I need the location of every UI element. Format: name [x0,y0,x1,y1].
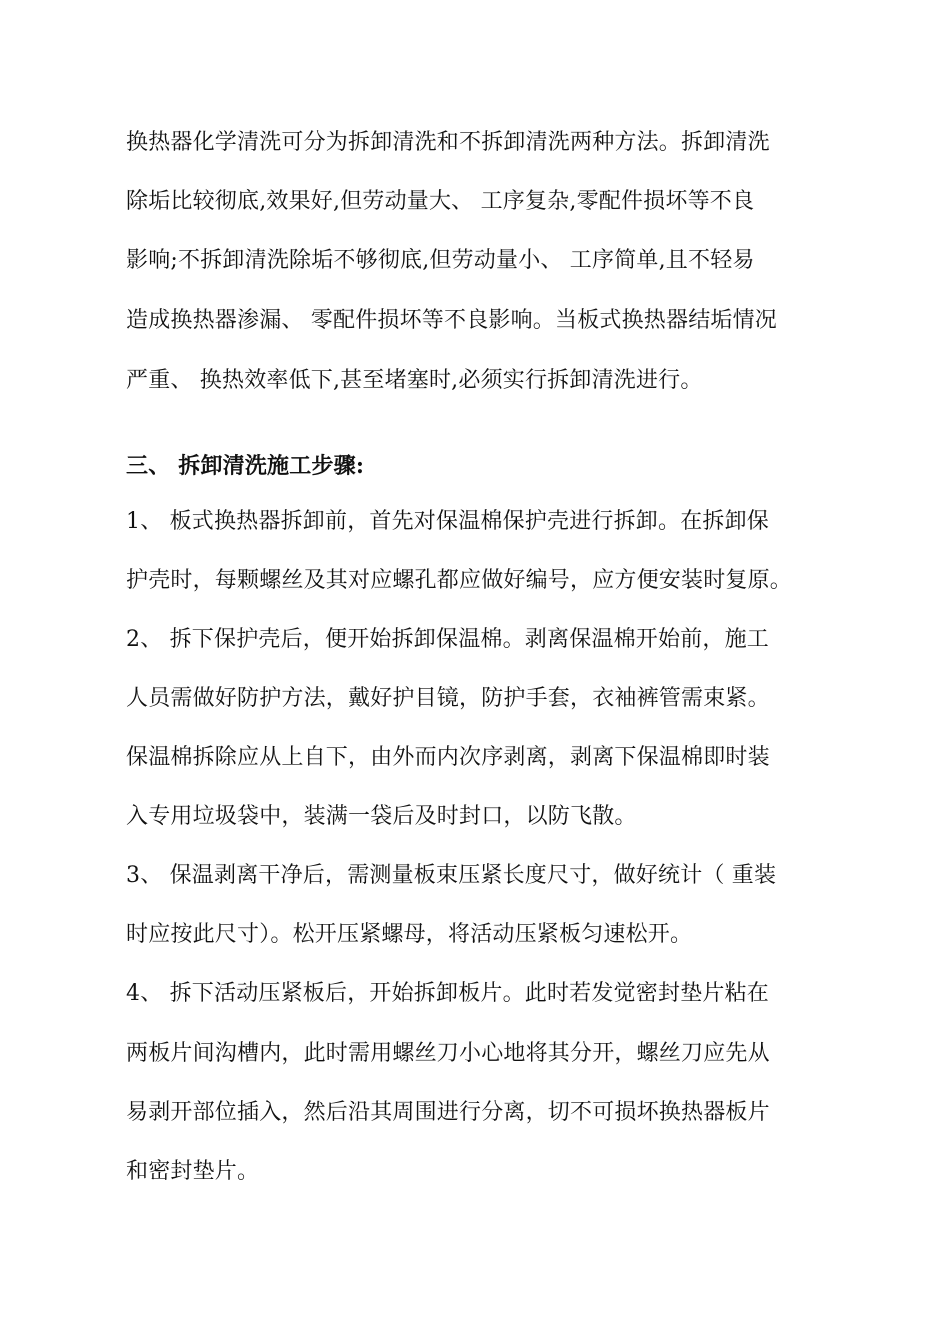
section-heading: 三、 拆卸清洗施工步骤: [126,453,365,479]
step-2-line-1: 2、 拆下保护壳后，便开始拆卸保温棉。剥离保温棉开始前，施工 [126,627,769,652]
step-2-line-4: 入专用垃圾袋中，装满一袋后及时封口，以防飞散。 [126,804,637,829]
intro-line-5: 严重、 换热效率低下,甚至堵塞时,必须实行拆卸清洗进行。 [126,368,703,393]
step-1-line-2: 护壳时，每颗螺丝及其对应螺孔都应做好编号，应方便安装时复原。 [126,568,793,593]
intro-line-4: 造成换热器渗漏、 零配件损坏等不良影响。当板式换热器结垢情况 [126,308,777,333]
intro-line-3: 影响;不拆卸清洗除垢不够彻底,但劳动量小、 工序简单,且不轻易 [126,248,755,273]
step-3-line-2: 时应按此尺寸）。松开压紧螺母，将活动压紧板匀速松开。 [126,922,693,947]
step-4-line-3: 易剥开部位插入，然后沿其周围进行分离，切不可损坏换热器板片 [126,1100,770,1125]
step-2-line-2: 人员需做好防护方法，戴好护目镜，防护手套，衣袖裤管需束紧。 [126,686,770,711]
step-1-line-1: 1、 板式换热器拆卸前，首先对保温棉保护壳进行拆卸。在拆卸保 [126,509,769,534]
intro-line-1: 换热器化学清洗可分为拆卸清洗和不拆卸清洗两种方法。拆卸清洗 [126,130,770,155]
step-4-line-4: 和密封垫片。 [126,1159,260,1184]
step-4-line-1: 4、 拆下活动压紧板后，开始拆卸板片。此时若发觉密封垫片粘在 [126,981,769,1006]
step-3-line-1: 3、 保温剥离干净后，需测量板束压紧长度尺寸，做好统计（ 重装 [126,863,777,888]
step-4-line-2: 两板片间沟槽内，此时需用螺丝刀小心地将其分开，螺丝刀应先从 [126,1041,770,1066]
step-2-line-3: 保温棉拆除应从上自下，由外而内次序剥离，剥离下保温棉即时装 [126,745,770,770]
intro-line-2: 除垢比较彻底,效果好,但劳动量大、 工序复杂,零配件损坏等不良 [126,189,755,214]
